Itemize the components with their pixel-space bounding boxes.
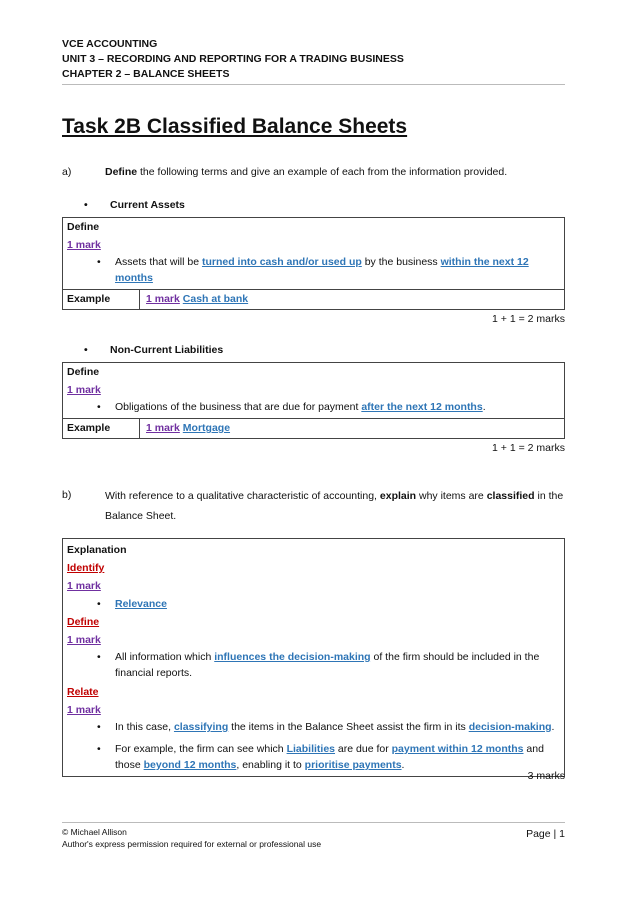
page-number: Page | 1 (526, 828, 565, 840)
mark-label: 1 mark (67, 634, 101, 646)
example-mark: 1 mark (146, 293, 180, 305)
current-assets-definition: • Assets that will be turned into cash and/or used up by the business within the next 12 months (97, 256, 529, 284)
define-item: • All information which influences the decision-making of the firm should be included in the financial reports. (97, 651, 540, 679)
example-label: Example (63, 290, 140, 309)
mark-label: 1 mark (67, 239, 101, 251)
footer-divider (62, 822, 565, 823)
relevance-item: • Relevance (63, 595, 564, 613)
example-mark: 1 mark (146, 422, 180, 434)
current-assets-marks: 1 + 1 = 2 marks (492, 313, 565, 325)
header-chapter: CHAPTER 2 – BALANCE SHEETS (62, 68, 230, 80)
question-a-label: a) (62, 166, 72, 178)
relate-item-2: • For example, the firm can see which Liabilities are due for payment within 12 months and those beyond 12 months, enabling it to prioritise payments. (97, 743, 544, 771)
question-a-bold: Define (105, 166, 138, 178)
mark-label: 1 mark (67, 384, 101, 396)
bullet-icon: • (97, 651, 101, 663)
define-label: Define (67, 221, 100, 233)
define-label: Define (67, 616, 100, 628)
identify-label: Identify (67, 562, 105, 574)
question-a-text: the following terms and give an example of each from the information provided. (137, 166, 508, 178)
current-assets-box (62, 217, 565, 310)
explanation-marks: 3 marks (527, 770, 565, 782)
bullet-icon: • (84, 199, 88, 211)
explanation-heading: Explanation (67, 544, 127, 556)
ncl-example-row (63, 418, 564, 438)
question-b-label: b) (62, 489, 72, 501)
bullet-icon: • (97, 401, 101, 413)
bullet-icon: • (97, 743, 101, 755)
bullet-icon: • (84, 344, 88, 356)
header-unit: UNIT 3 – RECORDING AND REPORTING FOR A TRADING BUSINESS (62, 53, 404, 65)
explanation-box (62, 538, 565, 777)
bullet-icon: • (97, 598, 101, 610)
header-subject: VCE ACCOUNTING (62, 38, 158, 50)
relate-label: Relate (67, 686, 99, 698)
example-label: Example (63, 419, 140, 438)
define-label: Define (67, 366, 100, 378)
mark-label: 1 mark (67, 704, 101, 716)
ncl-marks: 1 + 1 = 2 marks (492, 442, 565, 454)
page-title: Task 2B Classified Balance Sheets (62, 115, 408, 138)
header-divider (62, 84, 565, 85)
mark-label: 1 mark (67, 580, 101, 592)
footer-copyright: © Michael Allison Author's express permission required for external or professional use (62, 827, 322, 849)
example-value: Mortgage (182, 422, 231, 434)
bullet-icon: • (97, 721, 101, 733)
current-assets-example-row (63, 289, 564, 309)
running-header (62, 37, 404, 82)
relate-item-1: • In this case, classifying the items in the Balance Sheet assist the firm in its decision-making. (97, 721, 555, 733)
ncl-box (62, 362, 565, 439)
example-value: Cash at bank (182, 293, 249, 305)
bullet-icon: • (97, 256, 101, 268)
ncl-definition: • Obligations of the business that are due for payment after the next 12 months. (97, 401, 486, 413)
